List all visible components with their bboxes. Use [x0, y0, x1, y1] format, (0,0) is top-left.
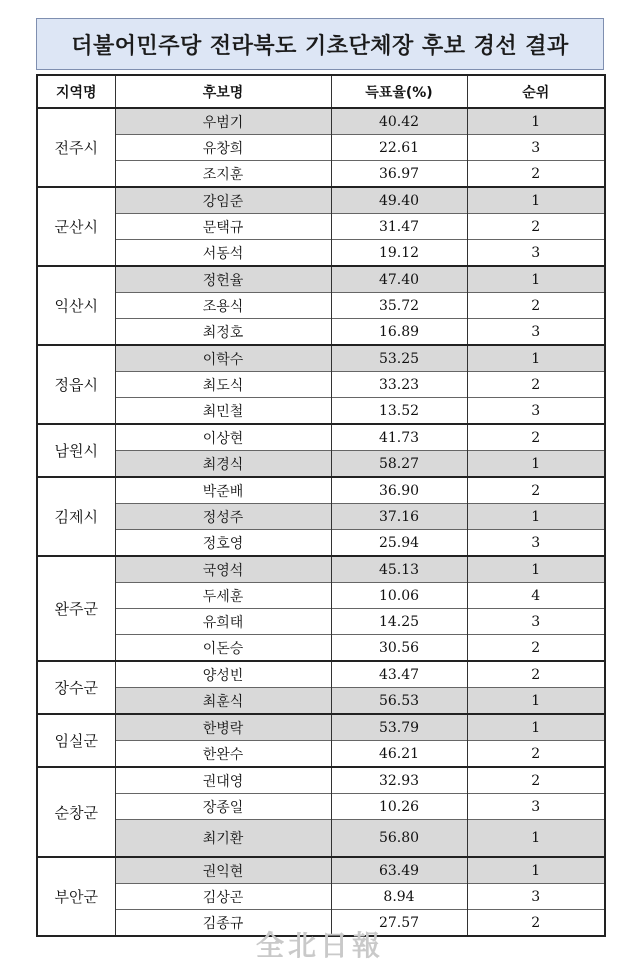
region-cell: 군산시	[37, 187, 115, 266]
rank-cell: 3	[467, 530, 605, 557]
vote-share-cell: 22.61	[331, 135, 467, 161]
election-results-table	[36, 74, 606, 937]
vote-share-cell: 53.25	[331, 345, 467, 372]
rank-cell: 2	[467, 477, 605, 504]
table-row	[37, 688, 605, 715]
candidate-name-cell: 정성주	[115, 504, 331, 530]
region-cell: 장수군	[37, 661, 115, 714]
vote-share-cell: 10.26	[331, 794, 467, 820]
table-row	[37, 609, 605, 635]
rank-cell: 2	[467, 741, 605, 768]
candidate-name-cell: 한병락	[115, 714, 331, 741]
vote-share-cell: 37.16	[331, 504, 467, 530]
table-row	[37, 714, 605, 741]
rank-cell: 2	[467, 161, 605, 188]
table-row	[37, 661, 605, 688]
rank-cell: 1	[467, 451, 605, 478]
vote-share-cell: 13.52	[331, 398, 467, 425]
vote-share-cell: 41.73	[331, 424, 467, 451]
header-rank: 순위	[467, 75, 605, 108]
table-row	[37, 741, 605, 768]
table-row	[37, 214, 605, 240]
header-vote: 득표율(%)	[331, 75, 467, 108]
table-row	[37, 477, 605, 504]
rank-cell: 2	[467, 293, 605, 319]
rank-cell: 1	[467, 266, 605, 293]
rank-cell: 2	[467, 661, 605, 688]
candidate-name-cell: 최민철	[115, 398, 331, 425]
table-row	[37, 583, 605, 609]
rank-cell: 3	[467, 398, 605, 425]
candidate-name-cell: 권대영	[115, 767, 331, 794]
table-row	[37, 108, 605, 135]
vote-share-cell: 56.80	[331, 820, 467, 858]
vote-share-cell: 30.56	[331, 635, 467, 662]
table-row	[37, 161, 605, 188]
vote-share-cell: 43.47	[331, 661, 467, 688]
region-cell: 부안군	[37, 857, 115, 936]
candidate-name-cell: 김상곤	[115, 884, 331, 910]
candidate-name-cell: 강임준	[115, 187, 331, 214]
candidate-name-cell: 이상현	[115, 424, 331, 451]
table-row	[37, 884, 605, 910]
rank-cell: 1	[467, 345, 605, 372]
table-row	[37, 345, 605, 372]
vote-share-cell: 27.57	[331, 910, 467, 937]
results-body	[37, 108, 605, 936]
rank-cell: 1	[467, 108, 605, 135]
candidate-name-cell: 박준배	[115, 477, 331, 504]
vote-share-cell: 58.27	[331, 451, 467, 478]
table-row	[37, 530, 605, 557]
table-row	[37, 424, 605, 451]
region-cell: 남원시	[37, 424, 115, 477]
candidate-name-cell: 이학수	[115, 345, 331, 372]
rank-cell: 2	[467, 635, 605, 662]
rank-cell: 1	[467, 556, 605, 583]
candidate-name-cell: 정헌율	[115, 266, 331, 293]
rank-cell: 4	[467, 583, 605, 609]
candidate-name-cell: 권익현	[115, 857, 331, 884]
newspaper-logo-watermark: 全北日報	[255, 929, 384, 962]
rank-cell: 3	[467, 240, 605, 267]
rank-cell: 2	[467, 767, 605, 794]
candidate-name-cell: 서동석	[115, 240, 331, 267]
region-cell: 임실군	[37, 714, 115, 767]
table-row	[37, 504, 605, 530]
region-cell: 정읍시	[37, 345, 115, 424]
candidate-name-cell: 한완수	[115, 741, 331, 768]
rank-cell: 1	[467, 187, 605, 214]
vote-share-cell: 45.13	[331, 556, 467, 583]
rank-cell: 3	[467, 609, 605, 635]
vote-share-cell: 8.94	[331, 884, 467, 910]
table-row	[37, 635, 605, 662]
candidate-name-cell: 조지훈	[115, 161, 331, 188]
candidate-name-cell: 두세훈	[115, 583, 331, 609]
table-row	[37, 293, 605, 319]
region-cell: 완주군	[37, 556, 115, 661]
candidate-name-cell: 양성빈	[115, 661, 331, 688]
rank-cell: 2	[467, 372, 605, 398]
table-row	[37, 857, 605, 884]
vote-share-cell: 32.93	[331, 767, 467, 794]
table-row	[37, 794, 605, 820]
rank-cell: 3	[467, 884, 605, 910]
rank-cell: 2	[467, 214, 605, 240]
table-title: 더불어민주당 전라북도 기초단체장 후보 경선 결과	[36, 18, 604, 70]
vote-share-cell: 40.42	[331, 108, 467, 135]
candidate-name-cell: 최경식	[115, 451, 331, 478]
rank-cell: 1	[467, 820, 605, 858]
table-row	[37, 767, 605, 794]
rank-cell: 1	[467, 504, 605, 530]
rank-cell: 2	[467, 424, 605, 451]
table-row	[37, 372, 605, 398]
vote-share-cell: 16.89	[331, 319, 467, 346]
table-row	[37, 451, 605, 478]
candidate-name-cell: 최훈식	[115, 688, 331, 715]
header-row	[37, 75, 605, 108]
vote-share-cell: 35.72	[331, 293, 467, 319]
vote-share-cell: 47.40	[331, 266, 467, 293]
rank-cell: 1	[467, 857, 605, 884]
vote-share-cell: 10.06	[331, 583, 467, 609]
vote-share-cell: 31.47	[331, 214, 467, 240]
vote-share-cell: 33.23	[331, 372, 467, 398]
vote-share-cell: 63.49	[331, 857, 467, 884]
table-row	[37, 319, 605, 346]
table-row	[37, 187, 605, 214]
table-row	[37, 820, 605, 858]
rank-cell: 1	[467, 714, 605, 741]
candidate-name-cell: 최도식	[115, 372, 331, 398]
candidate-name-cell: 우범기	[115, 108, 331, 135]
candidate-name-cell: 유희태	[115, 609, 331, 635]
table-row	[37, 556, 605, 583]
vote-share-cell: 14.25	[331, 609, 467, 635]
vote-share-cell: 36.90	[331, 477, 467, 504]
table-row	[37, 240, 605, 267]
table-row	[37, 398, 605, 425]
region-cell: 익산시	[37, 266, 115, 345]
candidate-name-cell: 이돈승	[115, 635, 331, 662]
candidate-name-cell: 정호영	[115, 530, 331, 557]
header-region: 지역명	[37, 75, 115, 108]
vote-share-cell: 46.21	[331, 741, 467, 768]
candidate-name-cell: 국영석	[115, 556, 331, 583]
rank-cell: 3	[467, 135, 605, 161]
table-row	[37, 266, 605, 293]
table-row	[37, 135, 605, 161]
candidate-name-cell: 문택규	[115, 214, 331, 240]
region-cell: 김제시	[37, 477, 115, 556]
candidate-name-cell: 장종일	[115, 794, 331, 820]
header-candidate: 후보명	[115, 75, 331, 108]
vote-share-cell: 19.12	[331, 240, 467, 267]
region-cell: 순창군	[37, 767, 115, 857]
rank-cell: 2	[467, 910, 605, 937]
vote-share-cell: 36.97	[331, 161, 467, 188]
candidate-name-cell: 유창희	[115, 135, 331, 161]
vote-share-cell: 49.40	[331, 187, 467, 214]
rank-cell: 3	[467, 794, 605, 820]
candidate-name-cell: 김종규	[115, 910, 331, 937]
region-cell: 전주시	[37, 108, 115, 187]
vote-share-cell: 53.79	[331, 714, 467, 741]
vote-share-cell: 56.53	[331, 688, 467, 715]
candidate-name-cell: 최기환	[115, 820, 331, 858]
candidate-name-cell: 최정호	[115, 319, 331, 346]
rank-cell: 1	[467, 688, 605, 715]
candidate-name-cell: 조용식	[115, 293, 331, 319]
rank-cell: 3	[467, 319, 605, 346]
vote-share-cell: 25.94	[331, 530, 467, 557]
